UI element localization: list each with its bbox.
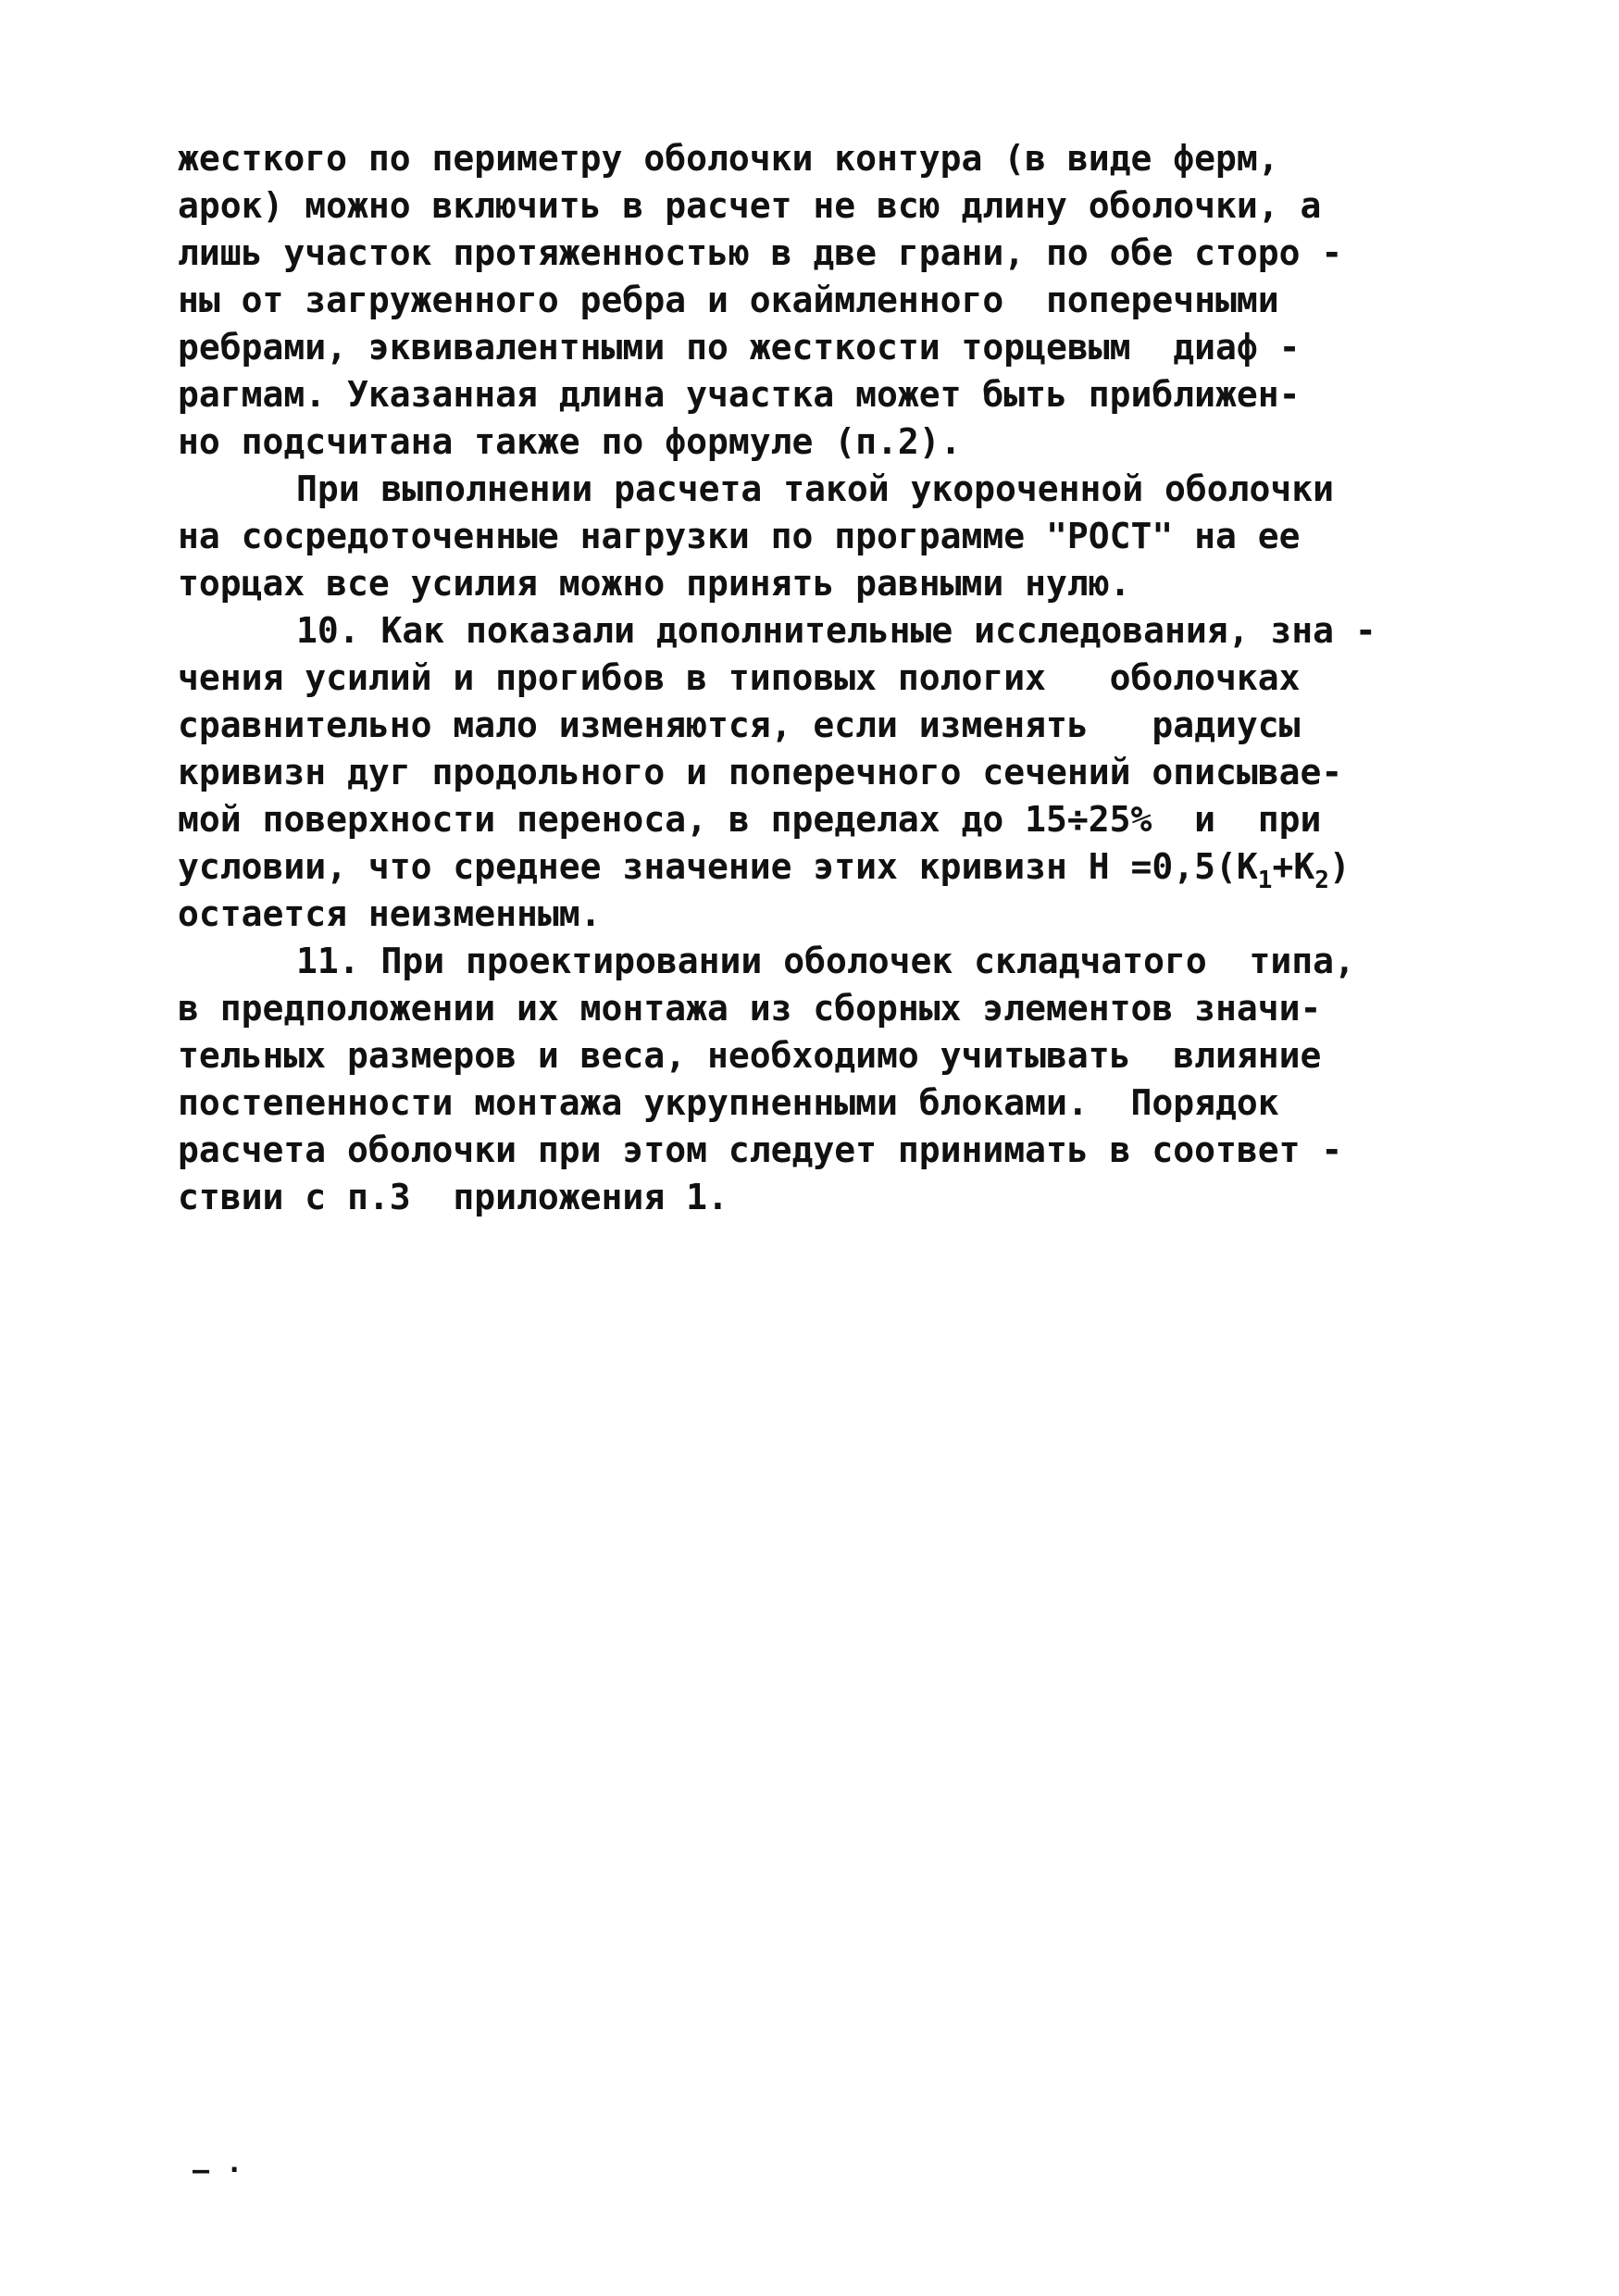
text-line: но подсчитана также по формуле (п.2).: [178, 421, 962, 462]
formula-subscript-2: 2: [1314, 867, 1329, 894]
text-line: мой поверхности переноса, в пределах до 15÷25% и при: [178, 799, 1322, 840]
text-line: лишь участок протяженностью в две грани, по обе сторо -: [178, 232, 1343, 273]
text-line: ствии с п.3 приложения 1.: [178, 1177, 729, 1217]
section-10-line: 10. Как показали дополнительные исследования, зна -: [296, 610, 1376, 651]
formula-plus: +K: [1272, 846, 1315, 887]
text-line: чения усилий и прогибов в типовых пологих оболочках: [178, 657, 1301, 698]
text-line: торцах все усилия можно принять равными нулю.: [178, 563, 1131, 604]
text-line: постепенности монтажа укрупненными блоками. Порядок: [178, 1082, 1279, 1123]
formula-text: условии, что среднее значение этих кривизн H =0,5(K: [178, 846, 1258, 887]
text-line: расчета оболочки при этом следует принимать в соответ -: [178, 1129, 1343, 1170]
text-line: сравнительно мало изменяются, если изменять радиусы: [178, 705, 1301, 745]
text-line: жесткого по периметру оболочки контура (в виде ферм,: [178, 138, 1279, 179]
formula-close: ): [1328, 846, 1351, 887]
text-line: кривизн дуг продольного и поперечного сечений описывае-: [178, 752, 1343, 792]
text-line: тельных размеров и веса, необходимо учитывать влияние: [178, 1035, 1322, 1076]
text-line: арок) можно включить в расчет не всю длину оболочки, а: [178, 185, 1322, 226]
text-line: рагмам. Указанная длина участка может быть приближен-: [178, 374, 1301, 415]
body-text: [178, 135, 1446, 1221]
text-line: остается неизменным.: [178, 893, 602, 934]
section-11-line: 11. При проектировании оболочек складчатого типа,: [296, 941, 1355, 981]
text-line: ны от загруженного ребра и окаймленного поперечными: [178, 280, 1279, 320]
paragraph-start-line: При выполнении расчета такой укороченной оболочки: [296, 468, 1335, 509]
text-line: в предположении их монтажа из сборных элементов значи-: [178, 988, 1322, 1029]
formula-subscript-1: 1: [1257, 867, 1273, 894]
formula-line: [178, 843, 1446, 894]
text-line: на сосредоточенные нагрузки по программе "РОСТ" на ее: [178, 516, 1301, 556]
text-line: ребрами, эквивалентными по жесткости торцевым диаф -: [178, 327, 1301, 368]
page-number-mark: – ·: [193, 2154, 243, 2187]
